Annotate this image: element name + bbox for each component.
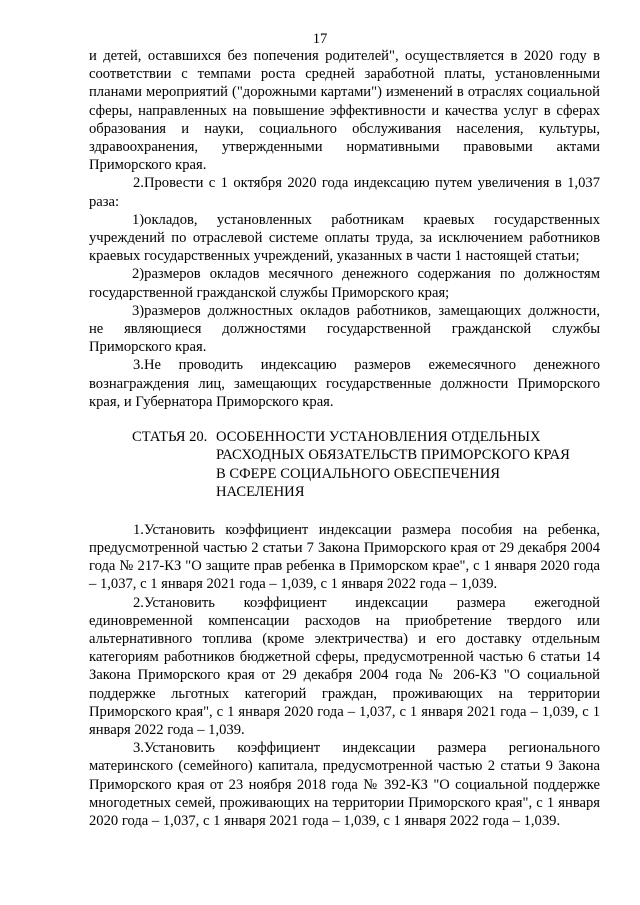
paragraph-item-3: 3.Не проводить индексацию размеров ежемесячного денежного вознаграждения лиц, замещающих государственные должности Приморского края, и Губернатора Приморского края. (89, 357, 600, 410)
article-heading (89, 428, 600, 502)
paragraph-continuation: и детей, оставшихся без попечения родителей", осуществляется в 2020 году в соответствии с темпами роста средней заработной платы, установленными планами мероприятий ("дорожными картами") изменений в отраслях социальной сферы, направленных на повышение эффективности и качества услуг в сферах образования и науки, социального обслуживания населения, культуры, здравоохранения, утвержденными нормативными правовыми актами Приморского края. (89, 48, 600, 174)
article-title (216, 428, 600, 502)
article-title-line: ОСОБЕННОСТИ УСТАНОВЛЕНИЯ ОТДЕЛЬНЫХ (216, 429, 541, 446)
document-body (89, 47, 600, 830)
article-title-line: РАСХОДНЫХ ОБЯЗАТЕЛЬСТВ ПРИМОРСКОГО КРАЯ (216, 447, 570, 464)
article-title-line: НАСЕЛЕНИЯ (216, 484, 305, 501)
article-number: СТАТЬЯ 20. (132, 429, 208, 446)
article-paragraph-2: 2.Установить коэффициент индексации размера ежегодной единовременной компенсации расходов на приобретение твердого или альтернативного топлива (кроме электричества) и его доставку отдельным категориям работников бюджетной сферы, предусмотренной частью 6 статьи 14 Закона Приморского края от 29 декабря 2004 года № 206-КЗ "О социальной поддержке льготных категорий граждан, проживающих на территории Приморского края", с 1 января 2020 года – 1,037, с 1 января 2021 года – 1,039, с 1 января 2022 года – 1,039. (89, 594, 600, 738)
paragraph-item-2: 2.Провести с 1 октября 2020 года индексацию путем увеличения в 1,037 раза: (89, 175, 600, 210)
page-number: 17 (312, 31, 328, 47)
subitem-3: 3)размеров должностных окладов работников, замещающих должности, не являющиеся должностями государственной гражданской службы Приморского края. (89, 302, 600, 356)
article-paragraph-3: 3.Установить коэффициент индексации размера регионального материнского (семейного) капитала, предусмотренной частью 2 статьи 9 Закона Приморского края от 23 ноября 2018 года № 392-КЗ "О социальной поддержке многодетных семей, проживающих на территории Приморского края", с 1 января 2020 года – 1,037, с 1 января 2021 года – 1,039, с 1 января 2022 года – 1,039. (89, 740, 600, 829)
article-paragraph-1: 1.Установить коэффициент индексации размера пособия на ребенка, предусмотренной частью 2 статьи 7 Закона Приморского края от 29 декабря 2004 года № 217-КЗ "О защите прав ребенка в Приморском крае", с 1 января 2020 года – 1,037, с 1 января 2021 года – 1,039, с 1 января 2022 года – 1,039. (89, 521, 600, 593)
article-title-line: В СФЕРЕ СОЦИАЛЬНОГО ОБЕСПЕЧЕНИЯ (216, 465, 500, 482)
subitem-1: 1)окладов, установленных работникам краевых государственных учреждений по отраслевой системе оплаты труда, за исключением работников краевых государственных учреждений, указанных в части 1 настоящей статьи; (89, 211, 600, 265)
subitem-2: 2)размеров окладов месячного денежного содержания по должностям государственной гражданской службы Приморского края; (89, 266, 600, 301)
